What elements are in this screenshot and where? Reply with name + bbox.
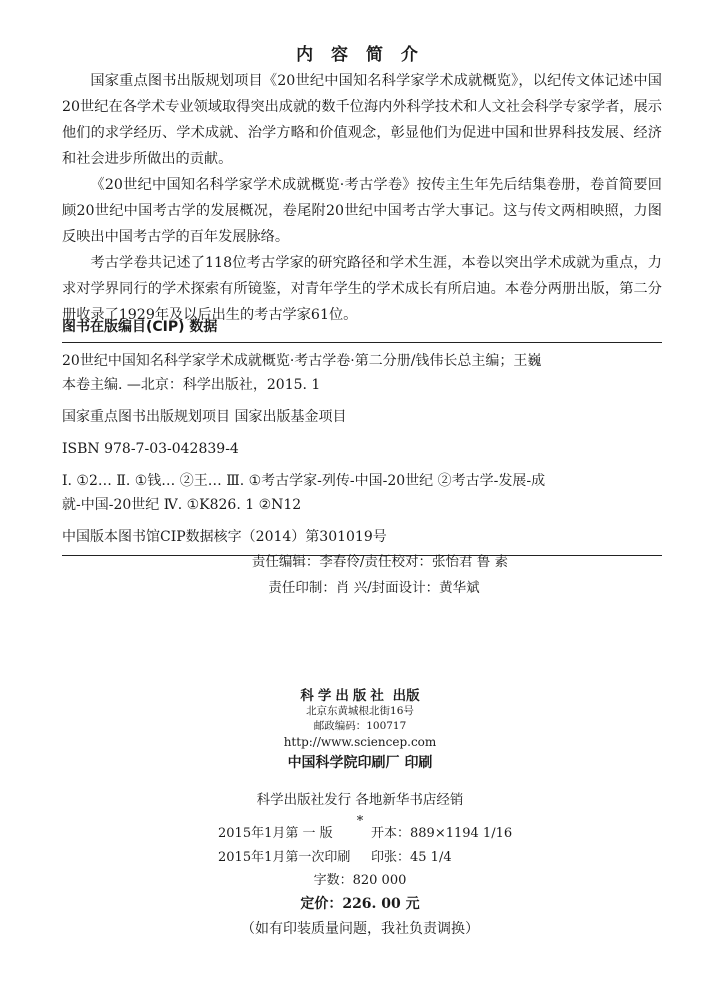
printing-info: 2015年1月第一次印刷 — [218, 850, 351, 865]
sheets-info: 印张：45 1/4 — [371, 850, 452, 865]
printer-suffix: 印刷 — [404, 755, 433, 771]
intro-paragraph: 《20世纪中国知名科学家学术成就概览·考古学卷》按传主生年先后结集卷册，卷首简要回顾20世纪中国考古学的发展概况，卷尾附20世纪中国考古学大事记。这与传文两相映照，力图反映出中国考古学的百年发展脉络。 — [62, 177, 662, 245]
intro-paragraph: 国家重点图书出版规划项目《20世纪中国知名科学家学术成就概览》，以纪传文体记述中国20世纪在各学术专业领域取得突出成就的数千位海内外科学技术和人文社会科学专家学者，展示他们的求学经历、学术成就、治学方略和价值观念，彰显他们为促进中国和世界科技发展、经济和社会进步所做出的贡献。 — [62, 73, 662, 167]
publisher-imprint — [0, 684, 720, 829]
distribution-line: 科学出版社发行 各地新华书店经销 — [256, 792, 464, 808]
cip-record-number: 中国版本图书馆CIP数据核字（2014）第301019号 — [62, 525, 662, 556]
cip-heading: 图书在版编目(CIP) 数据 — [62, 316, 662, 343]
publication-specs — [0, 822, 720, 942]
word-count: 字数：820 000 — [313, 873, 407, 888]
cip-title-line: 20世纪中国知名科学家学术成就概览·考古学卷·第二分册/钱伟长总主编；王巍 — [62, 353, 542, 369]
printer-name: 中国科学院印刷厂 — [287, 755, 400, 771]
publisher-address: 北京东黄城根北街16号 — [306, 705, 414, 717]
credits-block — [0, 550, 720, 602]
cip-classification: Ⅰ. ①2… Ⅱ. ①钱… ②王… Ⅲ. ①考古学家-列传-中国-20世纪 ②考古学-发展-成 — [62, 473, 546, 489]
publisher-name: 科学出版社 — [300, 688, 388, 704]
introduction-section — [62, 68, 662, 328]
cip-classification: 就-中国-20世纪 Ⅳ. ①K826. 1 ②N12 — [62, 497, 302, 513]
edition-info: 2015年1月第 一 版 — [218, 826, 333, 841]
cip-project-line: 国家重点图书出版规划项目 国家出版基金项目 — [62, 409, 347, 425]
cip-isbn: ISBN 978-7-03-042839-4 — [62, 441, 239, 457]
publisher-suffix: 出版 — [392, 688, 420, 704]
printer-line — [0, 752, 720, 772]
cip-title-line: 本卷主编. —北京：科学出版社，2015. 1 — [62, 377, 321, 393]
separator-star: * — [356, 814, 364, 829]
editor-credits: 责任编辑：李春伶/责任校对：张怡君 鲁 素 — [251, 554, 509, 570]
intro-paragraph: 考古学卷共记述了118位考古学家的研究路径和学术生涯，本卷以突出学术成就为重点，力求对学界同行的学术探索有所镜鉴，对青年学生的学术成长有所启迪。本卷分两册出版，第二分册收录了1929年及以后出生的考古学家61位。 — [62, 255, 662, 323]
quality-note: （如有印装质量问题，我社负责调换） — [241, 921, 479, 937]
publisher-url: http://www.sciencep.com — [283, 735, 437, 749]
publisher-line — [0, 684, 720, 704]
publisher-postcode: 邮政编码：100717 — [313, 720, 407, 732]
page-title: 内 容 简 介 — [296, 45, 424, 65]
cip-data-block — [62, 316, 662, 556]
price: 定价：226. 00 元 — [300, 896, 420, 912]
production-credits: 责任印制：肖 兴/封面设计：黄华斌 — [268, 580, 480, 596]
format-info: 开本：889×1194 1/16 — [371, 826, 513, 841]
